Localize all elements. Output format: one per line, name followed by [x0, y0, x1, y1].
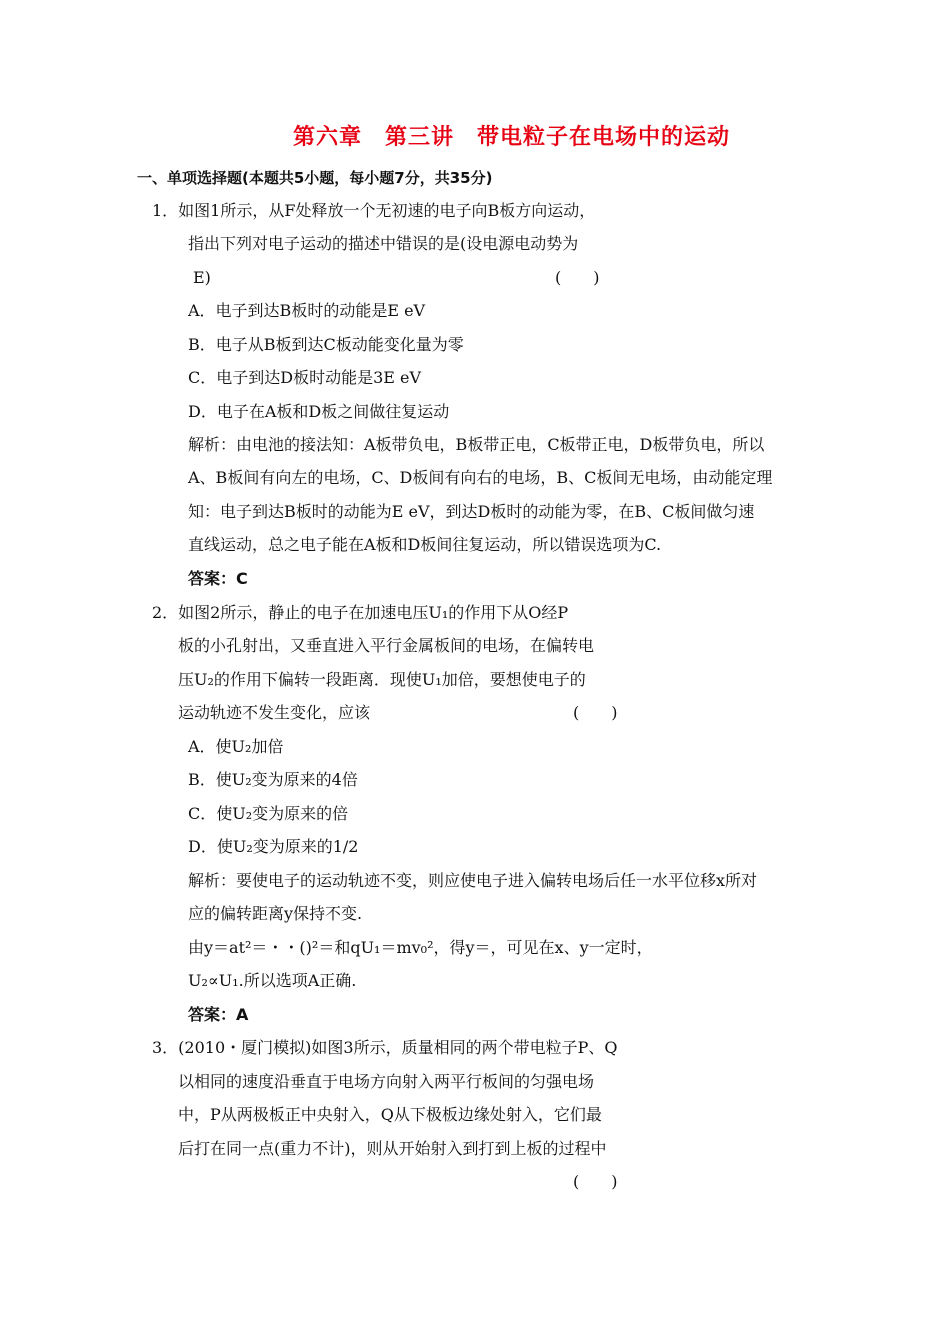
- page-title: 第六章 第三讲 带电粒子在电场中的运动: [293, 125, 731, 150]
- q2-answer-blank: ( ): [573, 703, 618, 722]
- q1-option-a: A．电子到达B板时的动能是E eV: [188, 301, 426, 320]
- q1-option-c: C．电子到达D板时动能是3E eV: [188, 368, 422, 387]
- q1-stem-line-2: 指出下列对电子运动的描述中错误的是(设电源电动势为: [188, 234, 579, 253]
- q1-analysis-line-1: 解析：由电池的接法知：A板带负电，B板带正电，C板带正电，D板带负电，所以: [188, 435, 765, 454]
- q2-option-b: B．使U₂变为原来的4倍: [188, 770, 358, 789]
- q1-analysis-line-3: 知：电子到达B板时的动能为E eV，到达D板时的动能为零，在B、C板间做匀速: [188, 502, 755, 521]
- q2-stem-line-1: 2．如图2所示，静止的电子在加速电压U₁的作用下从O经P: [152, 603, 569, 622]
- q3-stem-line-4: 后打在同一点(重力不计)，则从开始射入到打到上板的过程中: [178, 1139, 607, 1158]
- q2-analysis-line-4: U₂∝U₁.所以选项A正确.: [188, 971, 357, 990]
- q2-analysis-line-3: 由y＝at²＝・・()²＝和qU₁＝mv₀²，得y＝，可见在x、y一定时，: [188, 938, 653, 957]
- q3-answer-blank: ( ): [573, 1172, 618, 1191]
- q2-option-a: A．使U₂加倍: [188, 737, 284, 756]
- q1-stem-line-1: 1．如图1所示，从F处释放一个无初速的电子向B板方向运动，: [152, 201, 596, 220]
- q1-analysis-line-2: A、B板间有向左的电场，C、D板间有向右的电场，B、C板间无电场，由动能定理: [188, 468, 773, 487]
- q1-analysis-line-4: 直线运动，总之电子能在A板和D板间往复运动，所以错误选项为C.: [188, 535, 662, 554]
- q1-answer: 答案：C: [188, 569, 248, 588]
- q2-answer: 答案：A: [188, 1005, 249, 1024]
- q2-option-c: C．使U₂变为原来的倍: [188, 804, 349, 823]
- q2-stem-line-4: 运动轨迹不发生变化，应该: [178, 703, 371, 722]
- q1-stem-line-3: E): [193, 268, 211, 287]
- q1-option-b: B．电子从B板到达C板动能变化量为零: [188, 335, 464, 354]
- q3-stem-line-3: 中，P从两极板正中央射入，Q从下极板边缘处射入，它们最: [178, 1105, 602, 1124]
- section-heading: 一、单项选择题(本题共5小题，每小题7分，共35分): [137, 169, 493, 187]
- q2-stem-line-3: 压U₂的作用下偏转一段距离．现使U₁加倍，要想使电子的: [178, 670, 586, 689]
- q2-option-d: D．使U₂变为原来的1/2: [188, 837, 359, 856]
- q1-answer-blank: ( ): [555, 268, 600, 287]
- q3-stem-line-2: 以相同的速度沿垂直于电场方向射入两平行板间的匀强电场: [178, 1072, 595, 1091]
- q2-stem-line-2: 板的小孔射出，又垂直进入平行金属板间的电场，在偏转电: [178, 636, 595, 655]
- q2-analysis-line-1: 解析：要使电子的运动轨迹不变，则应使电子进入偏转电场后任一水平位移x所对: [188, 871, 758, 890]
- q3-stem-line-1: 3．(2010・厦门模拟)如图3所示，质量相同的两个带电粒子P、Q: [152, 1038, 618, 1057]
- q1-option-d: D．电子在A板和D板之间做往复运动: [188, 402, 450, 421]
- q2-analysis-line-2: 应的偏转距离y保持不变.: [188, 904, 363, 923]
